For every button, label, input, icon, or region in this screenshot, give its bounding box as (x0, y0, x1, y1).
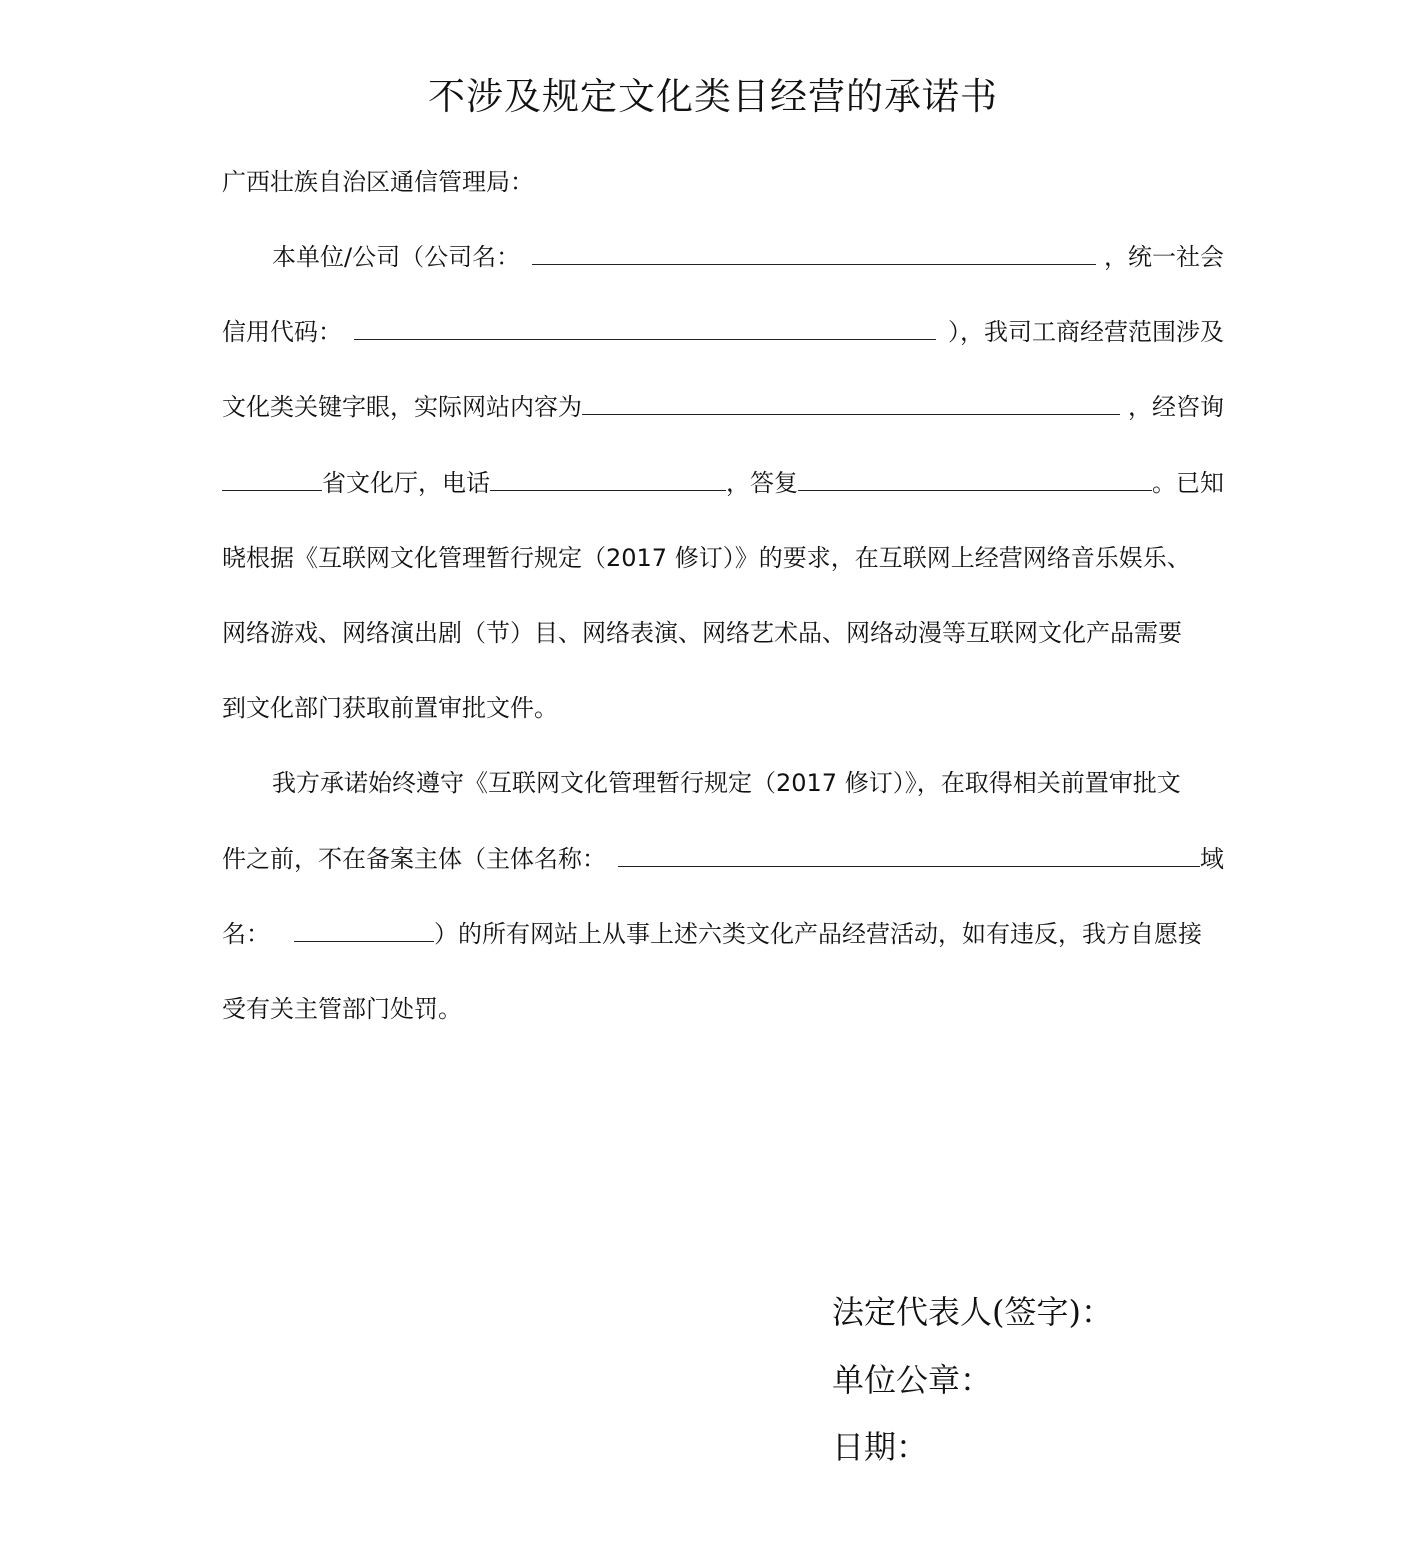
document-title: 不涉及规定文化类目经营的承诺书 (428, 75, 998, 118)
para1-line7: 到文化部门获取前置审批文件。 (222, 694, 558, 722)
domain-label: 名： (222, 920, 270, 948)
phone-blank[interactable] (490, 464, 726, 491)
para1-line3 (222, 387, 1224, 427)
website-content-label: 文化类关键字眼，实际网站内容为 (222, 393, 582, 421)
domain-label-start: 域 (1200, 845, 1224, 873)
para2-line2 (222, 839, 1224, 879)
para1-line1 (222, 237, 1224, 277)
subject-name-blank[interactable] (618, 840, 1200, 867)
company-seal: 单位公章： (832, 1361, 993, 1399)
date-field: 日期： (832, 1428, 929, 1466)
addressee: 广西壮族自治区通信管理局： (222, 168, 534, 196)
credit-code-label-start: ，统一社会 (1104, 243, 1224, 271)
para1-line4 (222, 463, 1224, 503)
para2-line4: 受有关主管部门处罚。 (222, 995, 462, 1023)
para2-line3 (222, 914, 1224, 954)
known-label: 。已知 (1152, 469, 1224, 497)
business-scope-text: ），我司工商经营范围涉及 (948, 318, 1224, 346)
province-blank[interactable] (222, 464, 322, 491)
website-content-blank[interactable] (582, 388, 1120, 415)
para2-line1-text: 我方承诺始终遵守《互联网文化管理暂行规定（2017 修订）》，在取得相关前置审批文 (272, 769, 1181, 797)
company-name-label: 本单位/公司（公司名： (272, 243, 521, 271)
credit-code-blank[interactable] (354, 313, 936, 340)
company-name-blank[interactable] (532, 238, 1096, 265)
para2-line1 (222, 763, 1224, 803)
credit-code-label: 信用代码： (222, 318, 342, 346)
domain-blank[interactable] (294, 915, 434, 942)
consult-label: ，经咨询 (1128, 393, 1224, 421)
legal-rep-signature: 法定代表人(签字)： (832, 1293, 1113, 1331)
para1-line2 (222, 312, 1224, 352)
reply-label: ，答复 (726, 469, 798, 497)
culture-dept-phone-label: 省文化厅，电话 (322, 469, 490, 497)
para1-line6: 网络游戏、网络演出剧（节）目、网络表演、网络艺术品、网络动漫等互联网文化产品需要 (222, 619, 1182, 647)
para1-line5: 晓根据《互联网文化管理暂行规定（2017 修订）》的要求，在互联网上经营网络音乐娱乐、 (222, 544, 1191, 572)
reply-blank[interactable] (798, 464, 1152, 491)
para2-line3-text: ）的所有网站上从事上述六类文化产品经营活动，如有违反，我方自愿接 (434, 920, 1202, 948)
subject-name-label: 件之前，不在备案主体（主体名称： (222, 845, 606, 873)
